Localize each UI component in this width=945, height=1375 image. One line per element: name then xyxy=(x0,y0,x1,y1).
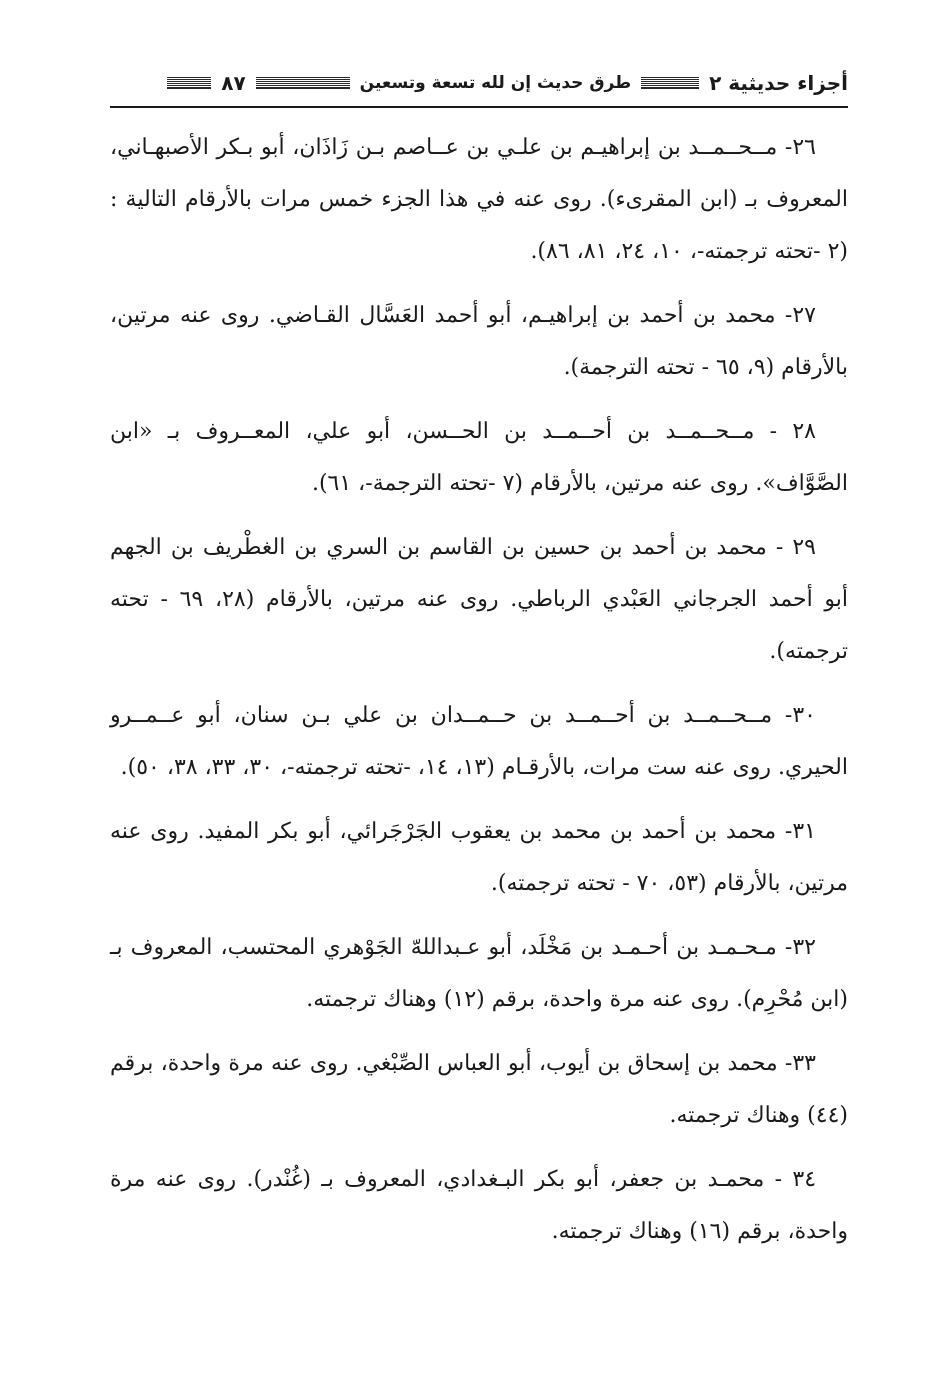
entry-list xyxy=(110,122,848,1258)
entry-30: ٣٠- مــحــمــد بن أحــمــد بن حــمــدان بن علي بـن سنان، أبو عــمــرو الحيري. روى عنه ست مرات، بالأرقـام (١٣، ١٤، -تحته ترجمته-، ٣٠، ٣٣، ٣٨، ٥٠). xyxy=(110,703,848,780)
book-title: أجزاء حديثية ٢ xyxy=(709,71,848,95)
header-ornament-bar xyxy=(641,77,699,89)
header-ornament-bar xyxy=(167,77,211,89)
chapter-title: طرق حديث إن لله تسعة وتسعين xyxy=(359,73,632,93)
entry-28: ٢٨ - مــحــمــد بن أحــمــد بن الحــسن، أبو علي، المعــروف بـ «ابن الصَّوَّاف». روى عنه مرتين، بالأرقام (٧ -تحته الترجمة-، ٦١). xyxy=(110,419,848,496)
entry-32: ٣٢- مـحـمـد بن أحـمـد بن مَخْلَد، أبو عـبداللهّ الجَوْهري المحتسب، المعروف بـ (ابن مُحْرِم). روى عنه مرة واحدة، برقم (١٢) وهناك ترجمته. xyxy=(110,935,848,1012)
entry-27: ٢٧- محمد بن أحمد بن إبراهيـم، أبو أحمد العَسَّال القـاضي. روى عنه مرتين، بالأرقام (٩، ٦٥ - تحته الترجمة). xyxy=(110,303,848,380)
page-number: ٨٧ xyxy=(221,71,246,95)
running-header xyxy=(110,60,848,108)
entry-31: ٣١- محمد بن أحمد بن محمد بن يعقوب الجَرْجَرائي، أبو بكر المفيد. روى عنه مرتين، بالأرقام (٥٣، ٧٠ - تحته ترجمته). xyxy=(110,819,848,896)
entry-29: ٢٩ - محمد بن أحمد بن حسين بن القاسم بن السري بن الغطْريف بن الجهم أبو أحمد الجرجاني العَبْدي الرباطي. روى عنه مرتين، بالأرقام (٢٨، ٦٩ - تحته ترجمته). xyxy=(110,535,848,664)
entry-34: ٣٤ - محمـد بن جعفر، أبو بكر البـغدادي، المعروف بـ (غُنْدر). روى عنه مرة واحدة، برقم (١٦) وهناك ترجمته. xyxy=(110,1167,848,1244)
book-page xyxy=(110,60,848,1270)
header-ornament-bar xyxy=(256,77,350,89)
entry-26: ٢٦- مــحــمــد بن إبراهيـم بن علـي بن عــاصم بـن زَاذَان، أبو بـكر الأصبهـاني، المعروف بـ (ابن المقرىء). روى عنه في هذا الجزء خمس مرات بالأرقام التالية : (٢ -تحته ترجمته-، ١٠، ٢٤، ٨١، ٨٦). xyxy=(110,135,848,264)
entry-33: ٣٣- محمد بن إسحاق بن أيوب، أبو العباس الصِّبْغي. روى عنه مرة واحدة، برقم (٤٤) وهناك ترجمته. xyxy=(110,1051,848,1128)
